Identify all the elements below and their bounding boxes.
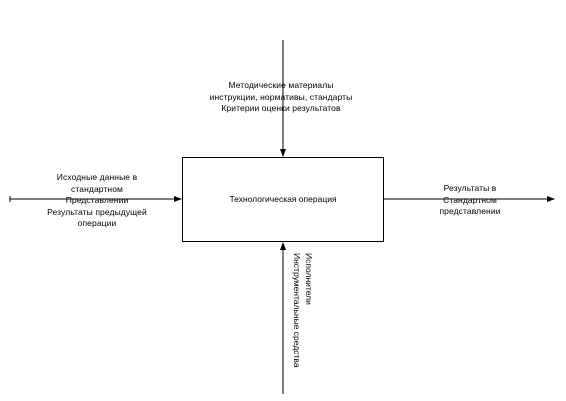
mechanisms-label — [288, 253, 314, 383]
inputs-label — [30, 172, 164, 230]
process-label: Технологическая операция — [229, 194, 337, 204]
inputs-line: Результаты предыдущей — [47, 206, 147, 217]
controls-line: Критерии оценки результатов — [221, 103, 341, 113]
inputs-line: стандартном — [71, 183, 123, 194]
outputs-label — [424, 183, 516, 218]
controls-line: Методические материалы — [228, 80, 334, 90]
mechanisms-line: Исполнители — [304, 253, 314, 305]
outputs-line: Результаты в — [443, 183, 497, 193]
outputs-line: Стандартном — [443, 194, 497, 205]
controls-label — [190, 80, 372, 115]
mechanisms-line: Инструментальные средства — [292, 253, 303, 368]
process-box — [182, 157, 384, 242]
inputs-line: операции — [77, 218, 117, 228]
outputs-line: представлении — [439, 206, 501, 216]
inputs-line: Представлении — [65, 195, 129, 205]
controls-line: инструкции, нормативы, стандарты — [209, 91, 353, 102]
inputs-line: Исходные данные в — [56, 172, 138, 182]
